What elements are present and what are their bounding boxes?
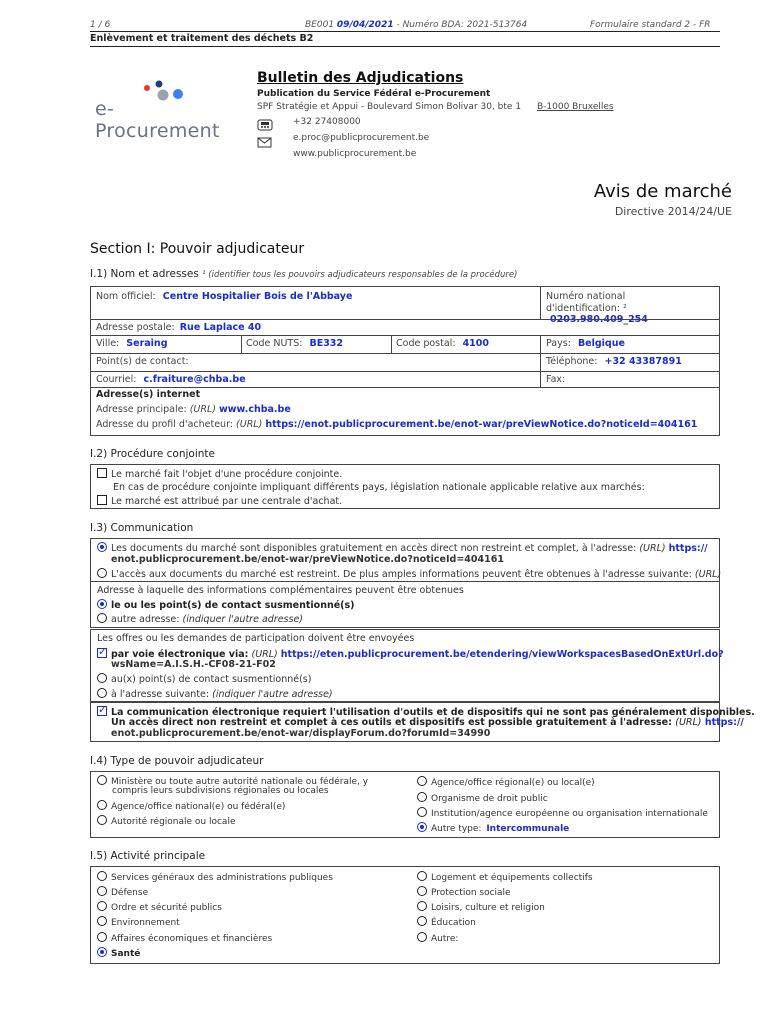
s15-box	[90, 866, 720, 964]
info-other-row	[97, 613, 713, 625]
postal-code-value: 4100	[462, 338, 490, 349]
email-row	[96, 374, 246, 385]
s14-title: I.4) Type de pouvoir adjudicateur	[90, 755, 264, 767]
offers-contact-row	[97, 673, 713, 685]
docs-restricted-label: L'accès aux documents du marché est restreint. De plus amples informations peuvent être obtenues à l'adresse suivante:	[111, 569, 692, 580]
phone-label: Téléphone:	[546, 356, 598, 367]
joint-procedure-checkbox[interactable]	[97, 468, 107, 478]
postal-code-row	[396, 338, 489, 349]
type-other-label: Autre type:	[431, 824, 482, 834]
activity-defense-radio[interactable]	[97, 886, 107, 896]
publication-date: 09/04/2021	[336, 20, 394, 30]
activity-health-radio[interactable]	[97, 947, 107, 957]
activity-other-radio[interactable]	[417, 932, 427, 942]
activity-general-label: Services généraux des administrations publiques	[111, 873, 333, 883]
tools-label: La communication électronique requiert l'utilisation d'outils et de dispositifs qui ne sont pas généralement disponibles.	[111, 707, 755, 718]
national-id-row	[546, 303, 719, 325]
nuts-row	[246, 338, 343, 349]
type-eu-institution-label: Institution/agence européenne ou organisation internationale	[431, 809, 708, 819]
publisher-email[interactable]: e.proc@publicprocurement.be	[293, 133, 430, 143]
activity-housing-label: Logement et équipements collectifs	[431, 873, 593, 883]
activity-environment-row	[97, 916, 180, 928]
docs-free-row	[97, 542, 713, 554]
activity-defense-label: Défense	[111, 888, 149, 898]
mail-icon	[257, 133, 273, 144]
postal-address-value: Rue Laplace 40	[179, 322, 262, 333]
publisher-address: SPF Stratégie et Appui - Boulevard Simon Bolivar 30, bte 1	[257, 102, 522, 112]
activity-social-label: Protection sociale	[431, 888, 511, 898]
offers-contact-radio[interactable]	[97, 673, 107, 683]
header-divider-2	[90, 46, 720, 47]
header-divider	[90, 31, 720, 32]
nuts-label: Code NUTS:	[246, 338, 303, 349]
activity-housing-radio[interactable]	[417, 871, 427, 881]
offers-label: Les offres ou les demandes de participation doivent être envoyées	[97, 633, 415, 644]
info-other-radio[interactable]	[97, 613, 107, 623]
joint-procedure-note: En cas de procédure conjointe impliquant différents pays, législation nationale applicable relative aux marchés:	[113, 482, 645, 493]
main-address-link[interactable]: www.chba.be	[219, 404, 291, 415]
type-regional-authority-row	[97, 815, 235, 827]
s13-offers-box	[90, 629, 724, 702]
activity-other-label: Autre:	[431, 934, 459, 944]
activity-environment-label: Environnement	[111, 918, 180, 928]
form-reference	[305, 20, 527, 30]
docs-restricted-radio[interactable]	[97, 568, 107, 578]
section-1-title: Section I: Pouvoir adjudicateur	[90, 241, 305, 257]
type-other-value: Intercommunale	[486, 824, 570, 834]
publisher-website[interactable]: www.publicprocurement.be	[293, 149, 417, 159]
activity-economic-row	[97, 932, 272, 944]
activity-environment-radio[interactable]	[97, 916, 107, 926]
activity-public-order-radio[interactable]	[97, 901, 107, 911]
type-public-body-row	[417, 792, 548, 804]
activity-health-row	[97, 947, 140, 959]
docs-free-label: Les documents du marché sont disponibles gratuitement en accès direct non restreint et complet, à l'adresse:	[111, 543, 637, 554]
activity-education-row	[417, 916, 476, 928]
s13-docs-box	[90, 538, 720, 582]
tools-url-link[interactable]: https://	[704, 717, 744, 728]
activity-social-radio[interactable]	[417, 886, 427, 896]
offers-contact-label: au(x) point(s) de contact susmentionné(s)	[111, 674, 312, 685]
info-label: Adresse à laquelle des informations complémentaires peuvent être obtenues	[97, 585, 464, 596]
tools-row-2	[111, 717, 744, 728]
url-tag: (URL)	[236, 419, 263, 430]
email-value[interactable]: c.fraiture@chba.be	[143, 374, 246, 385]
document-title: Enlèvement et traitement des déchets B2	[90, 33, 314, 44]
s11-note: ¹ (identifier tous les pouvoirs adjudicateurs responsables de la procédure)	[202, 270, 518, 280]
type-regional-authority-label: Autorité régionale ou locale	[111, 817, 236, 827]
activity-other-row	[417, 932, 458, 944]
country-value: Belgique	[577, 338, 625, 349]
main-address-label: Adresse principale:	[96, 404, 187, 415]
type-regional-agency-row	[417, 776, 595, 788]
country-label: Pays:	[546, 338, 571, 349]
type-national-agency-radio[interactable]	[97, 800, 107, 810]
type-eu-institution-radio[interactable]	[417, 807, 427, 817]
phone-icon	[257, 116, 273, 128]
s14-box	[90, 771, 720, 838]
country-row	[546, 338, 625, 349]
url-tag: (URL)	[189, 404, 216, 415]
offers-electronic-label: par voie électronique via:	[111, 649, 249, 660]
joint-procedure-label: Le marché fait l'objet d'une procédure conjointe.	[111, 469, 343, 480]
url-tag: (URL)	[675, 717, 702, 728]
national-id-label-2: d'identification: ²	[546, 303, 627, 314]
activity-general-radio[interactable]	[97, 871, 107, 881]
type-eu-institution-row	[417, 807, 708, 819]
activity-defense-row	[97, 886, 148, 898]
info-other-label: autre adresse:	[111, 614, 180, 625]
postal-code-label: Code postal:	[396, 338, 456, 349]
info-other-hint: (indiquer l'autre adresse)	[182, 614, 303, 625]
form-type: Formulaire standard 2 - FR	[590, 20, 711, 30]
activity-housing-row	[417, 871, 593, 883]
docs-free-radio[interactable]	[97, 542, 107, 552]
type-ministry-label-2: compris leurs subdivisions régionales ou locales	[112, 786, 329, 796]
s13-tools-box	[90, 702, 755, 742]
central-purchasing-label: Le marché est attribué par une centrale d'achat.	[111, 496, 343, 507]
info-contact-radio[interactable]	[97, 599, 107, 609]
type-regional-agency-label: Agence/office régional(e) ou local(e)	[431, 778, 595, 788]
offers-url-link[interactable]: https://eten.publicprocurement.be/etendering/viewWorkspacesBasedOnExtUrl.do?	[280, 649, 724, 660]
s11-table	[90, 286, 720, 436]
docs-restricted-row	[97, 568, 722, 580]
type-national-agency-label: Agence/office national(e) ou fédéral(e)	[111, 802, 286, 812]
buyer-profile-link[interactable]: https://enot.publicprocurement.be/enot-war/preViewNotice.do?noticeId=404161	[265, 419, 698, 430]
activity-economic-radio[interactable]	[97, 932, 107, 942]
offers-address-hint: (indiquer l'autre adresse)	[212, 689, 333, 700]
s12-title: I.2) Procédure conjointe	[90, 448, 215, 460]
info-contact-label: le ou les point(s) de contact susmentionné(s)	[111, 600, 355, 611]
type-ministry-radio[interactable]	[97, 775, 107, 785]
buyer-profile-label: Adresse du profil d'acheteur:	[96, 419, 234, 430]
page-number: 1 / 6	[90, 20, 111, 30]
activity-leisure-label: Loisirs, culture et religion	[431, 903, 545, 913]
tools-checkbox[interactable]	[97, 706, 107, 716]
s13-info-box	[90, 582, 720, 628]
publisher-title: Bulletin des Adjudications	[257, 70, 464, 86]
joint-procedure-row	[97, 468, 713, 480]
activity-general-row	[97, 871, 333, 883]
docs-url-link-cont[interactable]: enot.publicprocurement.be/enot-war/preViewNotice.do?noticeId=404161	[111, 554, 504, 565]
form-id: BE001	[305, 20, 335, 30]
info-contact-row	[97, 599, 713, 611]
s12-box	[90, 464, 720, 509]
s11-heading	[90, 268, 517, 280]
activity-leisure-row	[417, 901, 545, 913]
type-national-agency-row	[97, 800, 285, 812]
tools-label-2: Un accès direct non restreint et complet à ces outils et dispositifs est possible gratuitement à l'adresse:	[111, 717, 672, 728]
notice-title: Avis de marché	[593, 181, 732, 202]
publisher-city: B-1000 Bruxelles	[537, 102, 614, 112]
official-name-row	[96, 291, 352, 302]
activity-social-row	[417, 886, 511, 898]
bda-number: - Numéro BDA: 2021-513764	[396, 20, 528, 30]
type-public-body-label: Organisme de droit public	[431, 794, 548, 804]
type-other-row	[417, 822, 569, 834]
activity-public-order-row	[97, 901, 222, 913]
publisher-subtitle: Publication du Service Fédéral e-Procurement	[257, 89, 491, 99]
url-tag: (URL)	[251, 649, 278, 660]
phone-row	[546, 356, 682, 367]
city-row	[96, 338, 168, 349]
type-ministry-label: Ministère ou toute autre autorité nationale ou fédérale, y	[111, 777, 369, 787]
buyer-profile-row	[96, 419, 697, 430]
activity-economic-label: Affaires économiques et financières	[111, 934, 273, 944]
publisher-phone: +32 27408000	[293, 117, 361, 127]
city-value: Seraing	[126, 338, 168, 349]
type-public-body-radio[interactable]	[417, 792, 427, 802]
activity-public-order-label: Ordre et sécurité publics	[111, 903, 222, 913]
url-tag: (URL)	[639, 543, 666, 554]
activity-education-radio[interactable]	[417, 916, 427, 926]
logo-text: e-Procurement	[95, 98, 220, 142]
postal-address-row	[96, 322, 261, 333]
tools-url-link-cont[interactable]: enot.publicprocurement.be/enot-war/displayForum.do?forumId=34990	[111, 728, 491, 739]
main-address-row	[96, 404, 291, 415]
official-name-label: Nom officiel:	[96, 291, 156, 302]
s11-title: I.1) Nom et adresses	[90, 268, 199, 280]
s13-title: I.3) Communication	[90, 522, 194, 534]
activity-leisure-radio[interactable]	[417, 901, 427, 911]
offers-address-radio[interactable]	[97, 688, 107, 698]
fax-label: Fax:	[546, 374, 566, 385]
type-regional-authority-radio[interactable]	[97, 815, 107, 825]
offers-url-link-cont[interactable]: wsName=A.I.S.H.-CF08-21-F02	[111, 659, 276, 670]
postal-address-label: Adresse postale:	[96, 322, 175, 333]
docs-url-link[interactable]: https://	[668, 543, 708, 554]
type-other-radio[interactable]	[417, 822, 427, 832]
contact-label: Point(s) de contact:	[96, 356, 189, 367]
offers-electronic-checkbox[interactable]	[97, 648, 107, 658]
city-label: Ville:	[96, 338, 120, 349]
official-name-value: Centre Hospitalier Bois de l'Abbaye	[162, 291, 353, 302]
s15-title: I.5) Activité principale	[90, 850, 206, 862]
eprocurement-logo	[95, 78, 225, 142]
type-regional-agency-radio[interactable]	[417, 776, 427, 786]
central-purchasing-row	[97, 495, 713, 507]
phone-value: +32 43387891	[604, 356, 682, 367]
national-id-value: 0203.980.409_254	[550, 314, 648, 325]
activity-education-label: Éducation	[431, 918, 476, 928]
nuts-value: BE332	[309, 338, 344, 349]
national-id-label: Numéro national	[546, 291, 626, 302]
offers-address-label: à l'adresse suivante:	[111, 689, 210, 700]
notice-directive: Directive 2014/24/UE	[614, 205, 732, 218]
offers-address-row	[97, 688, 713, 700]
central-purchasing-checkbox[interactable]	[97, 495, 107, 505]
activity-health-label: Santé	[111, 949, 141, 959]
internet-label: Adresse(s) internet	[96, 389, 201, 400]
email-label: Courriel:	[96, 374, 137, 385]
url-tag: (URL)	[694, 569, 722, 580]
